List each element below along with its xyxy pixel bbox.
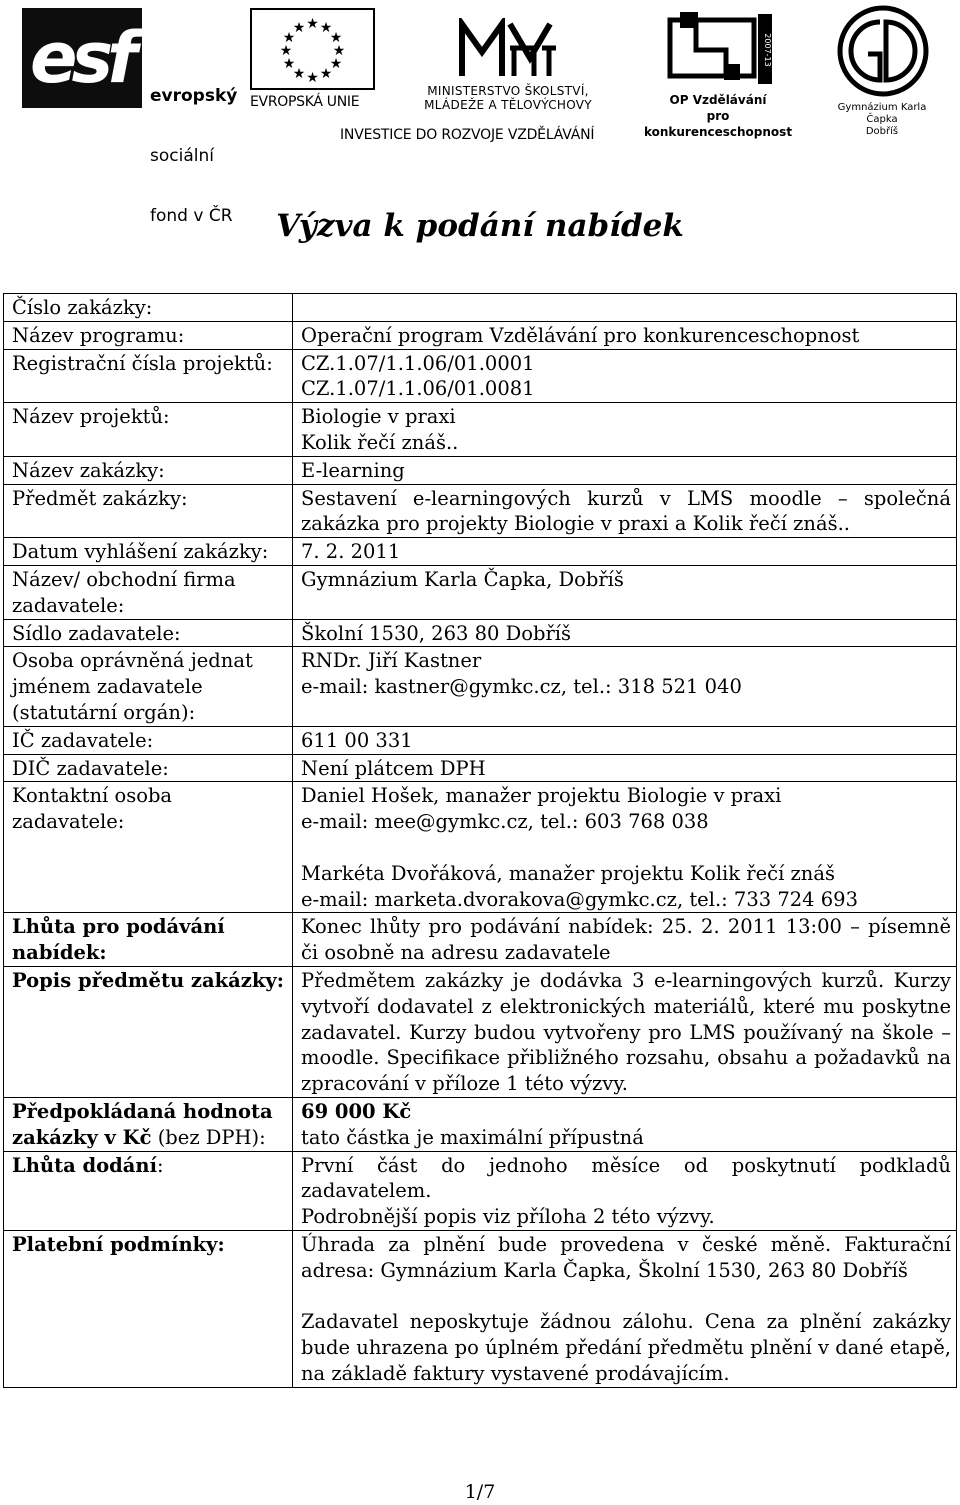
row-lhuta xyxy=(4,913,957,967)
value-kontakt xyxy=(293,782,957,913)
gkc-logo xyxy=(822,4,942,137)
eu-logo-text: EVROPSKÁ UNIE xyxy=(250,94,360,110)
value-lhuta: Konec lhůty pro podávání nabídek: 25. 2. 2011 13:00 – písemně či osobně na adresu zadavatele xyxy=(293,913,957,967)
label-osoba: Osoba oprávněná jednat jménem zadavatele (statutární orgán): xyxy=(4,647,293,726)
opvk-logo-text xyxy=(638,92,798,140)
label-hodnota xyxy=(4,1097,293,1151)
value-datum: 7. 2. 2011 xyxy=(293,538,957,566)
value-cislo xyxy=(293,294,957,322)
opvk-line2: pro konkurenceschopnost xyxy=(643,109,793,139)
label-program: Název programu: xyxy=(4,321,293,349)
row-ic xyxy=(4,726,957,754)
label-projekty: Název projektů: xyxy=(4,403,293,457)
gkc-logo-text xyxy=(822,102,942,138)
svg-text:★: ★ xyxy=(329,56,343,72)
value-ic: 611 00 331 xyxy=(293,726,957,754)
row-popis xyxy=(4,966,957,1097)
value-registrace-1: CZ.1.07/1.1.06/01.0001 xyxy=(301,351,535,375)
value-registrace-2: CZ.1.07/1.1.06/01.0081 xyxy=(301,377,535,401)
value-hodnota-1: 69 000 Kč xyxy=(301,1099,412,1123)
row-dodani xyxy=(4,1151,957,1230)
esf-line3: fond v ČR xyxy=(150,206,233,226)
msmt-line2: MLÁDEŽE A TĚLOVÝCHOVY xyxy=(424,98,592,112)
row-cislo xyxy=(4,294,957,322)
spacer xyxy=(301,1283,951,1309)
value-dodani-2: Podrobnější popis viz příloha 2 této výzvy. xyxy=(301,1205,715,1229)
row-predmet xyxy=(4,484,957,538)
row-program xyxy=(4,321,957,349)
gkc-line1: Gymnázium Karla Čapka xyxy=(837,102,927,125)
value-predmet: Sestavení e-learningových kurzů v LMS moodle – společná zakázka pro projekty Biologie v praxi a Kolik řečí znáš.. xyxy=(293,484,957,538)
value-zakazka: E-learning xyxy=(293,456,957,484)
label-hodnota-bold: Předpokládaná hodnota zakázky v Kč xyxy=(12,1099,273,1149)
gkc-line2: Dobříš xyxy=(865,126,899,137)
label-lhuta: Lhůta pro podávání nabídek: xyxy=(4,913,293,967)
svg-text:★: ★ xyxy=(282,56,296,72)
label-dodani-bold: Lhůta dodání xyxy=(12,1153,157,1177)
esf-mark: esf xyxy=(22,8,142,108)
value-platba xyxy=(293,1230,957,1387)
eu-logo xyxy=(250,8,380,112)
value-sidlo: Školní 1530, 263 80 Dobříš xyxy=(293,619,957,647)
svg-text:★: ★ xyxy=(292,66,306,82)
value-projekty-1: Biologie v praxi xyxy=(301,405,456,429)
row-firma xyxy=(4,565,957,619)
msmt-logo-text xyxy=(408,84,608,112)
row-sidlo xyxy=(4,619,957,647)
row-osoba xyxy=(4,647,957,726)
opvk-logo xyxy=(638,10,798,139)
label-dodani-rest: : xyxy=(157,1153,164,1177)
row-dic xyxy=(4,754,957,782)
value-hodnota xyxy=(293,1097,957,1151)
opvk-mark-icon xyxy=(666,10,776,92)
label-popis: Popis předmětu zakázky: xyxy=(4,966,293,1097)
value-osoba xyxy=(293,647,957,726)
value-kontakt-2: e-mail: mee@gymkc.cz, tel.: 603 768 038 xyxy=(301,810,709,834)
row-hodnota xyxy=(4,1097,957,1151)
msmt-line1: MINISTERSTVO ŠKOLSTVÍ, xyxy=(427,84,589,98)
svg-text:★: ★ xyxy=(282,30,296,46)
page-number: 1/7 xyxy=(464,1481,496,1503)
row-platba xyxy=(4,1230,957,1387)
label-dodani xyxy=(4,1151,293,1230)
svg-text:★: ★ xyxy=(319,20,333,36)
esf-logo xyxy=(22,8,238,226)
value-osoba-1: RNDr. Jiří Kastner xyxy=(301,649,482,673)
document-title: Výzva k podání nabídek xyxy=(276,208,684,244)
msmt-logo xyxy=(408,18,608,114)
value-program: Operační program Vzdělávání pro konkurenceschopnost xyxy=(293,321,957,349)
label-predmet: Předmět zakázky: xyxy=(4,484,293,538)
value-projekty-2: Kolik řečí znáš.. xyxy=(301,430,459,454)
value-registrace xyxy=(293,349,957,403)
value-firma: Gymnázium Karla Čapka, Dobříš xyxy=(293,565,957,619)
label-zakazka: Název zakázky: xyxy=(4,456,293,484)
value-kontakt-3: Markéta Dvořáková, manažer projektu Kolik řečí znáš xyxy=(301,861,835,885)
value-platba-1: Úhrada za plnění bude provedena v české měně. Fakturační adresa: Gymnázium Karla Čapka, Školní 1530, 263 80 Dobříš xyxy=(301,1232,951,1282)
label-sidlo: Sídlo zadavatele: xyxy=(4,619,293,647)
label-firma: Název/ obchodní firma zadavatele: xyxy=(4,565,293,619)
info-table xyxy=(3,293,957,1388)
value-dodani xyxy=(293,1151,957,1230)
value-dodani-1: První část do jednoho měsíce od poskytnutí podkladů zadavatelem. xyxy=(301,1153,951,1203)
value-dic: Není plátcem DPH xyxy=(293,754,957,782)
tagline: INVESTICE DO ROZVOJE VZDĚLÁVÁNÍ xyxy=(340,127,595,143)
label-platba: Platební podmínky: xyxy=(4,1230,293,1387)
value-kontakt-4: e-mail: marketa.dvorakova@gymkc.cz, tel.: 733 724 693 xyxy=(301,887,858,911)
svg-text:★: ★ xyxy=(329,30,343,46)
value-platba-2: Zadavatel neposkytuje žádnou zálohu. Cena za plnění zakázky bude uhrazena po úplném předání předmětu plnění v dané etapě, na základě faktury vystavené prodávajícím. xyxy=(301,1310,951,1385)
row-zakazka xyxy=(4,456,957,484)
svg-text:★: ★ xyxy=(306,16,319,32)
row-projekty xyxy=(4,403,957,457)
label-ic: IČ zadavatele: xyxy=(4,726,293,754)
esf-line2: sociální xyxy=(150,146,214,166)
eu-flag-icon xyxy=(250,8,375,90)
svg-text:★: ★ xyxy=(332,43,346,59)
gkc-mark-icon xyxy=(836,4,930,98)
spacer xyxy=(301,835,951,861)
opvk-line1: OP Vzdělávání xyxy=(669,93,767,107)
value-hodnota-2: tato částka je maximální přípustná xyxy=(301,1125,644,1149)
row-registrace xyxy=(4,349,957,403)
label-hodnota-rest: (bez DPH): xyxy=(151,1125,266,1149)
value-projekty xyxy=(293,403,957,457)
value-osoba-2: e-mail: kastner@gymkc.cz, tel.: 318 521 040 xyxy=(301,675,742,699)
label-kontakt: Kontaktní osoba zadavatele: xyxy=(4,782,293,913)
svg-text:★: ★ xyxy=(279,43,293,59)
svg-text:★: ★ xyxy=(292,20,306,36)
label-registrace: Registrační čísla projektů: xyxy=(4,349,293,403)
label-datum: Datum vyhlášení zakázky: xyxy=(4,538,293,566)
svg-text:2007-13: 2007-13 xyxy=(763,33,772,67)
row-kontakt xyxy=(4,782,957,913)
value-kontakt-1: Daniel Hošek, manažer projektu Biologie v praxi xyxy=(301,784,782,808)
svg-text:★: ★ xyxy=(306,70,319,86)
svg-text:★: ★ xyxy=(319,66,333,82)
esf-line1: evropský xyxy=(150,86,238,106)
value-popis: Předmětem zakázky je dodávka 3 e-learningových kurzů. Kurzy vytvoří dodavatel z elektronických materiálů, které mu poskytne zadavatel. Kurzy budou vytvořeny pro LMS používaný na škole – moodle. Specifikace přibližného rozsahu, obsahu a požadavků na zpracování v příloze 1 této výzvy. xyxy=(293,966,957,1097)
label-dic: DIČ zadavatele: xyxy=(4,754,293,782)
label-cislo: Číslo zakázky: xyxy=(4,294,293,322)
row-datum xyxy=(4,538,957,566)
